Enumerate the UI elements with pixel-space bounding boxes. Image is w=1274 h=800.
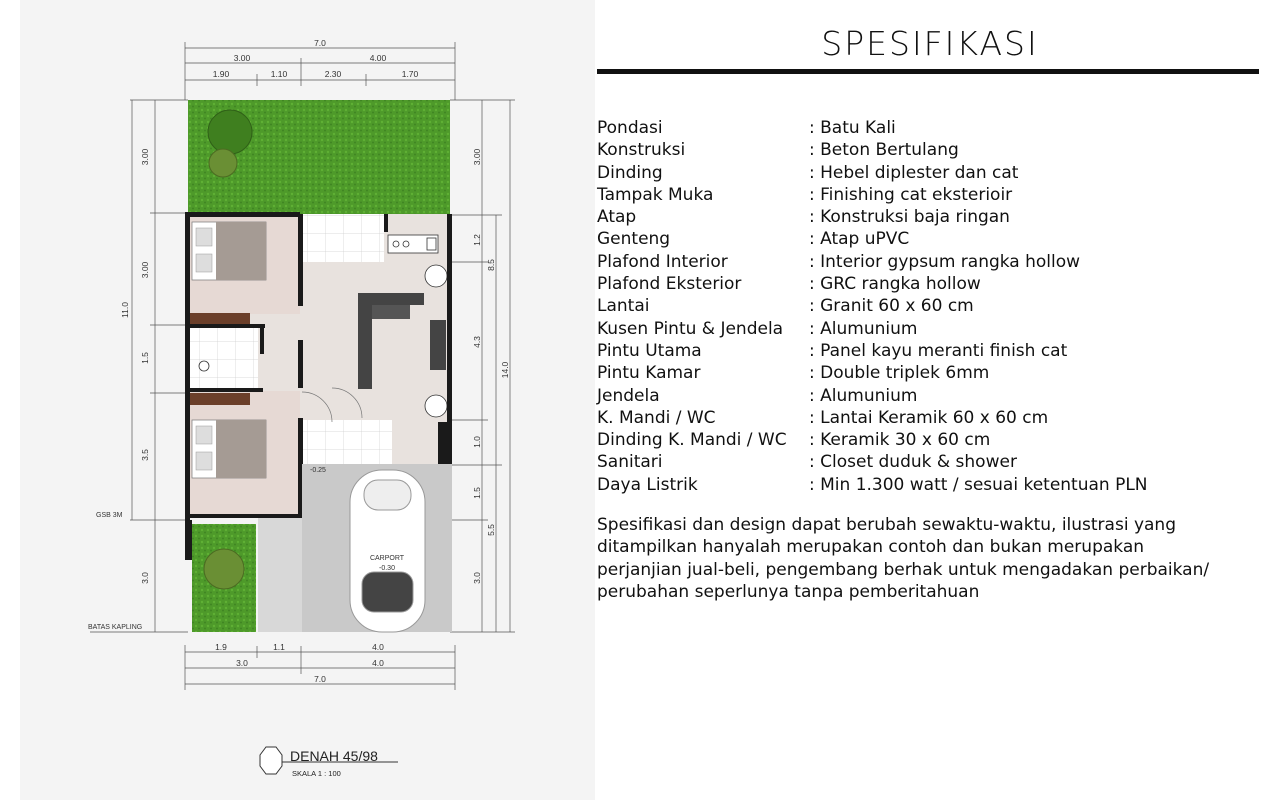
dim-top-seg2: 1.10 [270,69,288,79]
spec-label: Pondasi [597,118,663,138]
dim-right-d3: 4.3 [472,336,482,348]
spec-value: : Keramik 30 x 60 cm [809,430,991,451]
dim-bottom-seg2: 1.1 [273,642,285,652]
dim-top-left: 3.00 [233,53,251,63]
spec-label: Genteng [597,229,671,250]
plant-pot-icon [425,395,447,417]
tree-icon [208,110,252,154]
spec-row [597,295,1148,317]
carport-label: CARPORT [369,555,405,562]
spec-row [597,162,1148,184]
spec-row [597,407,1148,429]
dim-top-seg3: 2.30 [324,69,342,79]
dim-bottom-seg1: 1.9 [215,642,227,652]
spec-row [597,139,1148,161]
spec-row [597,206,1148,228]
spec-label: Plafond Interior [597,251,728,272]
spec-row [597,117,1148,139]
spec-value: : Closet duduk & shower [809,452,1017,473]
dim-right-mid2: 5.5 [486,524,496,536]
spec-value: : GRC rangka hollow [809,274,981,295]
kitchen-tiles [302,214,384,262]
floor-plan-drawing [20,0,595,800]
spec-label: Daya Listrik [597,474,698,495]
gsb-label: GSB 3M [96,512,123,519]
spec-value: : Min 1.300 watt / sesuai ketentuan PLN [809,474,1148,495]
dim-left-d2: 3.00 [140,261,150,279]
spec-value: : Panel kayu meranti finish cat [809,340,1068,361]
fence-wall [185,520,192,560]
dim-right-d2: 1.2 [472,234,482,246]
spec-label: Jendela [597,385,660,406]
walkway [258,518,302,632]
dim-left-d1: 3.00 [140,148,150,166]
dim-bottom-left: 3.0 [236,658,248,668]
spec-value: : Beton Bertulang [809,140,959,161]
spec-row [597,362,1148,384]
dim-left-total: 11.0 [120,302,130,318]
cabinet [430,320,446,370]
dim-right-d1: 3.00 [472,148,482,166]
floor-plan-panel [20,0,595,800]
disclaimer-note: Spesifikasi dan design dapat berubah sewaktu-waktu, ilustrasi yang ditampilkan hanyalah merupakan contoh dan bukan merupakan perjanjian jual-beli, pengembang berhak untuk mengadakan perbaikan/ perubahan seperlunya tanpa pemberitahuan [597,515,1210,602]
dim-top-right: 4.00 [369,53,387,63]
dim-top-total: 7.0 [314,38,326,48]
dim-right-mid1: 8.5 [486,259,496,271]
spec-label: Atap [597,207,637,228]
spec-row [597,273,1148,295]
car-icon [350,470,425,632]
spec-row [597,184,1148,206]
spec-label: Kusen Pintu & Jendela [597,318,784,339]
spec-value: : Hebel diplester dan cat [809,162,1019,183]
spec-label: Tampak Muka [597,184,714,205]
plan-scale: SKALA 1 : 100 [292,769,341,778]
dim-bottom-right: 4.0 [372,658,384,668]
spec-label: Pintu Kamar [597,363,701,384]
bed-icon [192,420,266,478]
spec-value: : Granit 60 x 60 cm [809,296,974,317]
wardrobe [190,393,250,405]
toilet-icon [199,361,209,371]
spec-label: Plafond Eksterior [597,274,742,295]
bed-icon [192,222,266,280]
wardrobe [190,313,250,325]
terrace [302,420,392,464]
spec-row [597,385,1148,407]
spec-list [597,117,1148,496]
spec-label: Dinding [597,162,663,183]
dim-top-seg4: 1.70 [401,69,419,79]
dim-right-d4: 1.0 [472,436,482,448]
spec-value: : Double triplek 6mm [809,363,990,384]
spec-row [597,429,1148,451]
spec-label: Pintu Utama [597,340,702,361]
spec-row [597,340,1148,362]
dim-top-seg1: 1.90 [212,69,230,79]
spec-value: : Finishing cat eksterioir [809,184,1013,205]
plant-pot-icon [425,265,447,287]
dim-left-d4: 3.5 [140,449,150,461]
dim-bottom-seg3: 4.0 [372,642,384,652]
spec-value: : Batu Kali [809,118,896,138]
spec-label: Dinding K. Mandi / WC [597,430,787,451]
spec-label: K. Mandi / WC [597,407,716,428]
dim-left-d5: 3.0 [140,572,150,584]
bathroom [188,327,258,389]
spec-value: : Lantai Keramik 60 x 60 cm [809,407,1049,428]
spec-label: Sanitari [597,452,663,473]
spec-value: : Konstruksi baja ringan [809,207,1010,228]
spec-value: : Alumunium [809,318,918,339]
spec-value: : Atap uPVC [809,229,910,250]
spec-row [597,451,1148,473]
spec-value: : Alumunium [809,385,918,406]
spec-row [597,474,1148,496]
spec-label: Lantai [597,296,650,317]
title-divider [597,69,1259,74]
shrub-icon [209,149,237,177]
compass-icon [260,747,282,774]
spec-row [597,318,1148,340]
tree-icon [204,549,244,589]
carport-level: -0.30 [379,565,395,572]
dim-bottom-total: 7.0 [314,674,326,684]
spec-label: Konstruksi [597,140,686,161]
spec-row [597,228,1148,250]
kapling-label: BATAS KAPLING [88,624,143,631]
porch-level: -0.25 [310,467,326,474]
spec-row [597,251,1148,273]
dim-left-d3: 1.5 [140,352,150,364]
dim-right-d5: 1.5 [472,487,482,499]
plan-title: DENAH 45/98 [290,748,378,764]
spec-title: SPESIFIKASI [821,24,1039,63]
dim-right-total: 14.0 [500,361,510,379]
spec-value: : Interior gypsum rangka hollow [809,251,1081,272]
dim-right-d6: 3.0 [472,572,482,584]
